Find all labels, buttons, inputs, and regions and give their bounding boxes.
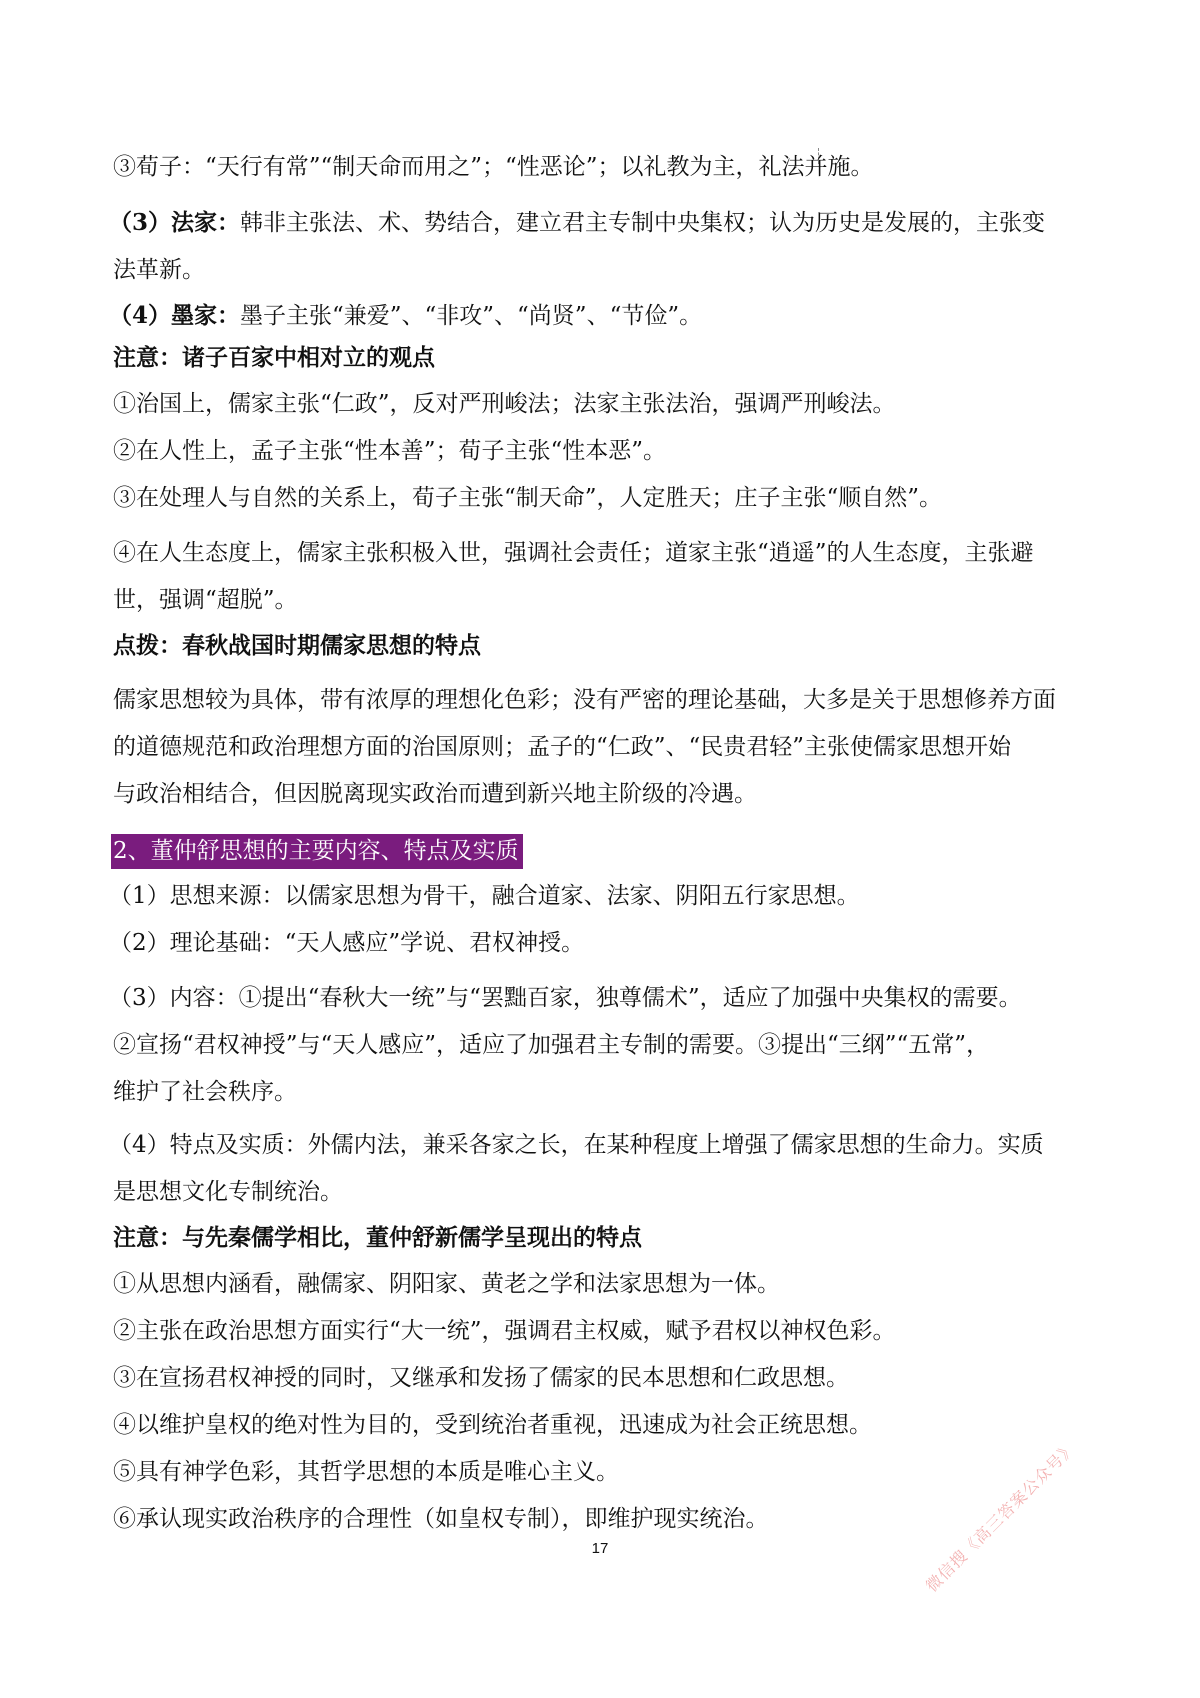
watermark: 微信搜《高三答案公众号》 bbox=[922, 1437, 1080, 1596]
note1-item-2: ②在人性上，孟子主张“性本善”；荀子主张“性本恶”。 bbox=[113, 438, 667, 464]
note2-item-2: ②主张在政治思想方面实行“大一统”，强调君主权威，赋予君权以神权色彩。 bbox=[113, 1318, 896, 1344]
note2-item-1: ①从思想内涵看，融儒家、阴阳家、黄老之学和法家思想为一体。 bbox=[113, 1271, 780, 1297]
fajia-label: （3）法家： bbox=[109, 209, 241, 236]
page-number: 17 bbox=[591, 1540, 609, 1557]
note2-item-4: ④以维护皇权的绝对性为目的，受到统治者重视，迅速成为社会正统思想。 bbox=[113, 1412, 872, 1438]
section2-item-4 bbox=[109, 1122, 1103, 1216]
section2-item-2: （2）理论基础：“天人感应”学说、君权神授。 bbox=[109, 930, 585, 956]
fajia-paragraph bbox=[109, 199, 1103, 294]
section2-title: 2、董仲舒思想的主要内容、特点及实质 bbox=[111, 834, 523, 869]
note2-item-6: ⑥承认现实政治秩序的合理性（如皇权专制），即维护现实统治。 bbox=[113, 1506, 769, 1532]
section2-item-4-line-b: 是思想文化专制统治。 bbox=[113, 1179, 343, 1205]
note2-item-3: ③在宣扬君权神授的同时，又继承和发扬了儒家的民本思想和仁政思想。 bbox=[113, 1365, 849, 1391]
page-content bbox=[109, 152, 1103, 1551]
note1-heading: 注意：诸子百家中相对立的观点 bbox=[113, 344, 435, 371]
note1-item-1: ①治国上，儒家主张“仁政”，反对严刑峻法；法家主张法治，强调严刑峻法。 bbox=[113, 391, 896, 417]
mojia-line bbox=[109, 300, 1103, 332]
fajia-text-1: 韩非主张法、术、势结合，建立君主专制中央集权；认为历史是发展的，主张变 bbox=[240, 210, 1046, 236]
note1-item-4-line-b: 世，强调“超脱”。 bbox=[113, 587, 298, 613]
section2-item-3-line-c: 维护了社会秩序。 bbox=[113, 1079, 297, 1105]
mojia-text: 墨子主张“兼爱”、“非攻”、“尚贤”、“节俭”。 bbox=[240, 303, 703, 329]
note1-item-4 bbox=[113, 530, 1103, 624]
fajia-line-2: 法革新。 bbox=[113, 257, 205, 283]
mojia-label: （4）墨家： bbox=[109, 302, 241, 329]
section2-item-3 bbox=[109, 975, 1103, 1116]
note1-item-4-line-a: ④在人生态度上，儒家主张积极入世，强调社会责任；道家主张“逍遥”的人生态度，主张避 bbox=[113, 540, 1034, 566]
note2-item-5: ⑤具有神学色彩，其哲学思想的本质是唯心主义。 bbox=[113, 1459, 619, 1485]
section2-item-3-line-b: ②宣扬“君权神授”与“天人感应”，适应了加强君主专制的需要。③提出“三纲”“五常”， bbox=[113, 1032, 990, 1058]
xunzi-line: ③荀子：“天行有常”“制天命而用之”；“性恶论”；以礼教为主，礼法并施。 bbox=[113, 154, 874, 180]
tip-paragraph bbox=[113, 677, 1103, 818]
section2-item-1: （1）思想来源：以儒家思想为骨干，融合道家、法家、阴阳五行家思想。 bbox=[109, 883, 860, 909]
note1-item-3: ③在处理人与自然的关系上，荀子主张“制天命”，人定胜天；庄子主张“顺自然”。 bbox=[113, 485, 943, 511]
note2-heading: 注意：与先秦儒学相比，董仲舒新儒学呈现出的特点 bbox=[113, 1224, 642, 1251]
fajia-line-1 bbox=[109, 199, 1103, 247]
tip-line-2: 的道德规范和政治理想方面的治国原则；孟子的“仁政”、“民贵君轻”主张使儒家思想开始 bbox=[113, 734, 1012, 760]
tip-line-3: 与政治相结合，但因脱离现实政治而遭到新兴地主阶级的冷遇。 bbox=[113, 781, 757, 807]
section2-item-3-line-a: （3）内容：①提出“春秋大一统”与“罢黜百家，独尊儒术”，适应了加强中央集权的需要。 bbox=[109, 985, 1022, 1011]
tip-heading: 点拨：春秋战国时期儒家思想的特点 bbox=[113, 632, 481, 659]
section2-item-4-line-a: （4）特点及实质：外儒内法，兼采各家之长，在某种程度上增强了儒家思想的生命力。实质 bbox=[109, 1132, 1044, 1158]
tip-line-1: 儒家思想较为具体，带有浓厚的理想化色彩；没有严密的理论基础，大多是关于思想修养方面 bbox=[113, 687, 1056, 713]
